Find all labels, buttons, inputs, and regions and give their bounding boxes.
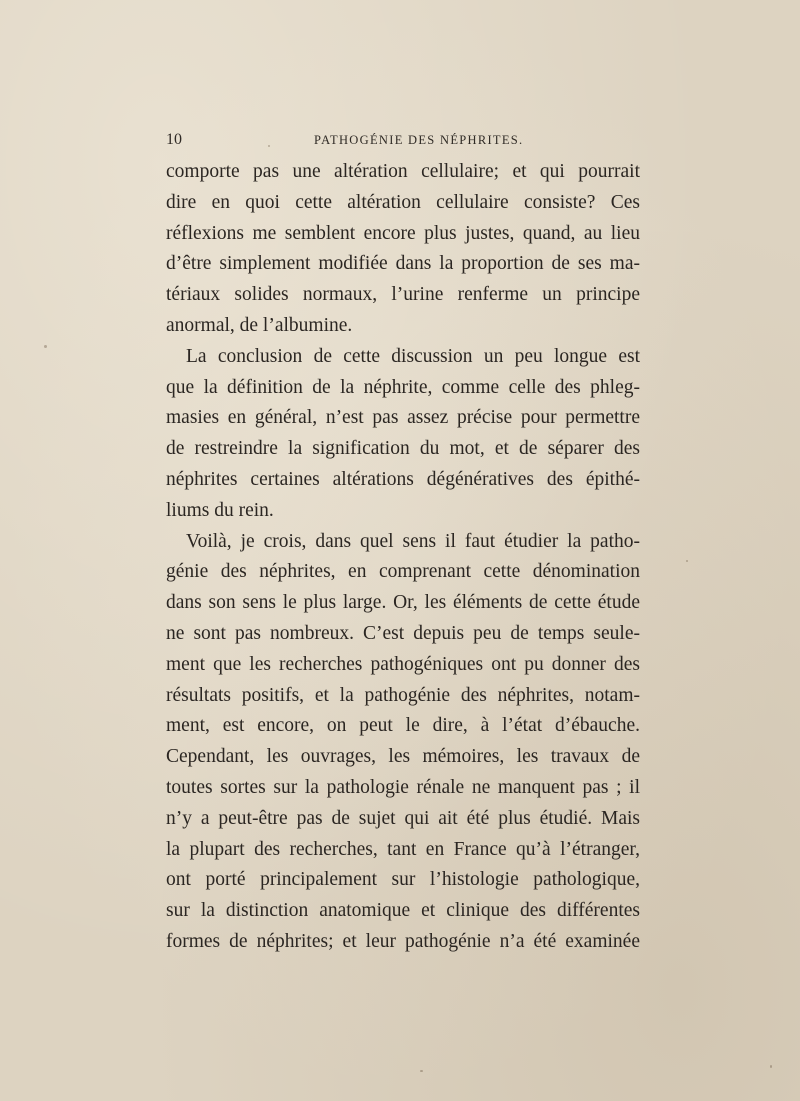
paragraph-first-line: Voilà, je crois, dans quel sens il faut étudier la patho- xyxy=(186,530,640,552)
text-line: ment, est encore, on peut le dire, à l’état d’ébauche. xyxy=(166,715,640,737)
paper-speck xyxy=(686,560,688,562)
text-line: ne sont pas nombreux. C’est depuis peu de temps seule- xyxy=(166,622,640,644)
text-line: ont porté principalement sur l’histologie pathologique, xyxy=(166,869,640,891)
text-line: Cependant, les ouvrages, les mémoires, les travaux de xyxy=(166,746,640,768)
text-line: ment que les recherches pathogéniques ont pu donner des xyxy=(166,653,640,675)
text-line: sur la distinction anatomique et clinique des différentes xyxy=(166,900,640,922)
text-line: comporte pas une altération cellulaire; et qui pourrait xyxy=(166,161,640,182)
running-title: PATHOGÉNIE DES NÉPHRITES. xyxy=(314,133,524,147)
paragraph-first-line: La conclusion de cette discussion un peu longue est xyxy=(186,345,640,367)
paper-speck xyxy=(420,1070,423,1072)
text-line: toutes sortes sur la pathologie rénale ne manquent pas ; il xyxy=(166,776,640,798)
body-text xyxy=(166,157,640,958)
paper-speck xyxy=(44,345,47,348)
text-line: néphrites certaines altérations dégénératives des épithé- xyxy=(166,468,640,490)
text-line: que la définition de la néphrite, comme celle des phleg- xyxy=(166,376,640,398)
text-line: anormal, de l’albumine. xyxy=(166,314,353,336)
text-line: dans son sens le plus large. Or, les éléments de cette étude xyxy=(166,592,640,614)
text-line: liums du rein. xyxy=(166,499,274,521)
text-line: génie des néphrites, en comprenant cette dénomination xyxy=(166,561,640,583)
text-line: la plupart des recherches, tant en France qu’à l’étranger, xyxy=(166,838,640,860)
page-header xyxy=(166,131,640,151)
paper-speck xyxy=(770,1065,772,1068)
text-line: masies en général, n’est pas assez précise pour permettre xyxy=(166,407,640,429)
text-line: de restreindre la signification du mot, et de séparer des xyxy=(166,438,640,460)
text-line: dire en quoi cette altération cellulaire consiste? Ces xyxy=(166,191,640,213)
text-line: résultats positifs, et la pathogénie des néphrites, notam- xyxy=(166,684,640,706)
paper-speck xyxy=(268,145,270,147)
text-line: d’être simplement modifiée dans la proportion de ses ma- xyxy=(166,253,640,275)
text-line: réflexions me semblent encore plus justes, quand, au lieu xyxy=(166,222,640,244)
text-line: formes de néphrites; et leur pathogénie n’a été examinée xyxy=(166,930,640,952)
text-line: n’y a peut-être pas de sujet qui ait été plus étudié. Mais xyxy=(166,807,640,829)
page-number: 10 xyxy=(166,131,182,148)
text-line: tériaux solides normaux, l’urine renferme un principe xyxy=(166,284,640,306)
